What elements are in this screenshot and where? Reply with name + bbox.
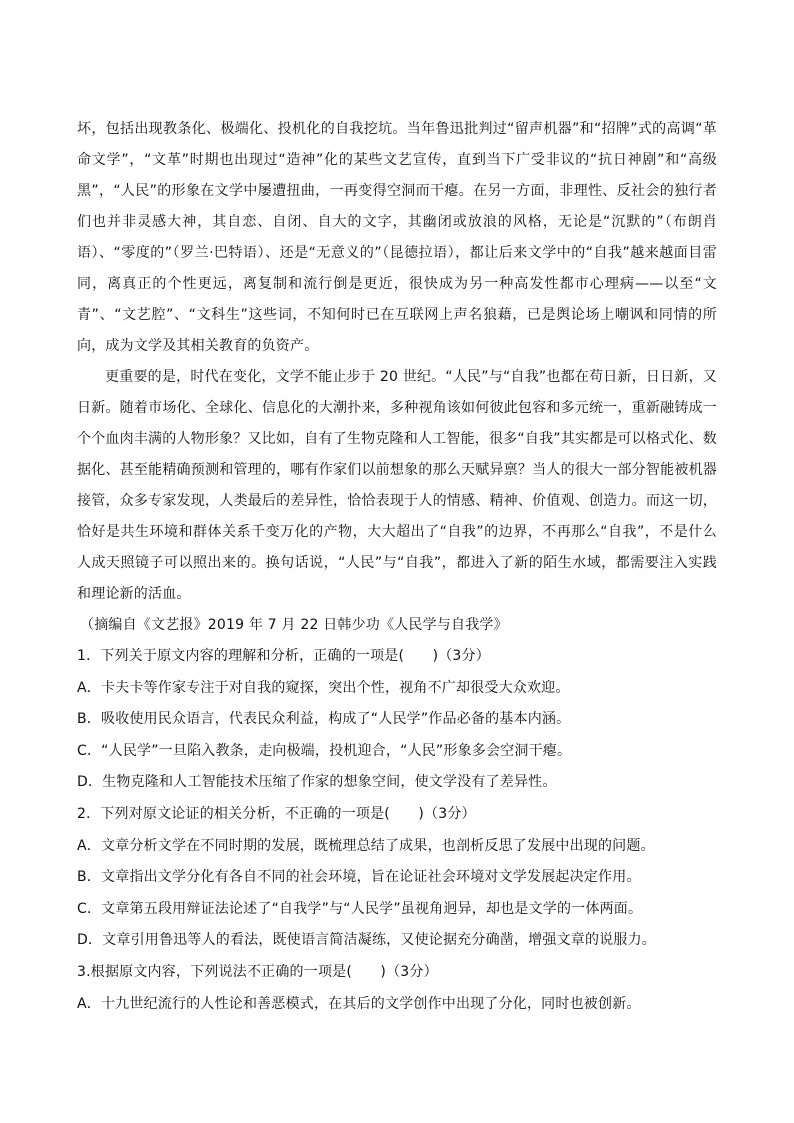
question-2 (77, 799, 717, 957)
question-option: A．文章分析文学在不同时期的发展，既梳理总结了成果，也剖析反思了发展中出现的问题。 (77, 837, 655, 854)
question-option: A．十九世纪流行的人性论和善恶模式，在其后的文学创作中出现了分化，同时也被创新。 (77, 995, 641, 1012)
question-option: A．卡夫卡等作家专注于对自我的窥探，突出个性，视角不广却很受大众欢迎。 (77, 679, 570, 696)
question-option: B．文章指出文学分化有各自不同的社会环境，旨在论证社会环境对文学发展起决定作用。 (77, 869, 641, 886)
passage-paragraph-1: 坏，包括出现教条化、极端化、投机化的自我挖坑。当年鲁迅批判过“留声机器”和“招牌”式的高调“革命文学”，“文革”时期也出现过“造神”化的某些文艺宣传，直到当下广受非议的“抗日神剧”和“高级黑”，“人民”的形象在文学中屡遭扭曲，一再变得空洞而干瘪。在另一方面，非理性、反社会的独行者们也并非灵感大神，其自恋、自闭、自大的文字，其幽闭或放浪的风格，无论是“沉默的”（布朗肖语）、“零度的”（罗兰·巴特语）、还是“无意义的”（昆德拉语），都让后来文学中的“自我”越来越面目雷同，离真正的个性更远，离复制和流行倒是更近，很快成为另一种高发性都市心理病——以至“文青”、“文艺腔”、“文科生”这些词，不知何时已在互联网上声名狼藉，已是舆论场上嘲讽和同情的所向，成为文学及其相关教育的负资产。 (77, 121, 717, 354)
page-content (77, 114, 717, 1020)
passage-paragraph-2: 更重要的是，时代在变化，文学不能止步于 20 世纪。“人民”与“自我”也都在苟日新，日日新，又日新。随着市场化、全球化、信息化的大潮扑来，多种视角该如何彼此包容和多元统一，重新融铸成一个个血肉丰满的人物形象？又比如，自有了生物克隆和人工智能，很多“自我”其实都是可以格式化、数据化、甚至能精确预测和管理的，哪有作家们以前想象的那么天赋异禀？当人的很大一部分智能被机器接管，众多专家发现，人类最后的差异性，恰恰表现于人的情感、精神、价值观、创造力。而这一切，恰好是共生环境和群体关系千变万化的产物，大大超出了“自我”的边界，不再那么“自我”，不是什么人成天照镜子可以照出来的。换句话说，“人民”与“自我”，都进入了新的陌生水域，都需要注入实践和理论新的活血。 (77, 369, 717, 602)
question-option: D．文章引用鲁迅等人的看法，既使语言简洁凝练，又使论据充分确凿，增强文章的说服力。 (77, 932, 656, 949)
question-option: B．吸收使用民众语言，代表民众利益，构成了“人民学”作品必备的基本内涵。 (77, 711, 571, 728)
passage-source: （摘编自《文艺报》2019 年 7 月 22 日韩少功《人民学与自我学》 (80, 617, 508, 633)
question-option: D．生物克隆和人工智能技术压缩了作家的想象空间，使文学没有了差异性。 (77, 774, 557, 791)
question-3 (77, 957, 717, 1020)
question-stem: 2．下列对原文论证的相关分析，不正确的一项是( )（3分） (77, 805, 476, 822)
question-option: C．“人民学”一旦陷入教条，走向极端，投机迎合，“人民”形象多会空洞干瘪。 (77, 742, 572, 759)
question-1 (77, 641, 717, 799)
question-stem: 1．下列关于原文内容的理解和分析，正确的一项是( )（3分） (77, 648, 490, 664)
question-stem: 3.根据原文内容，下列说法不正确的一项是( )（3分） (77, 963, 438, 980)
question-option: C．文章第五段用辩证法论述了“自我学”与“人民学”虽视角迥异，却也是文学的一体两面。 (77, 900, 643, 917)
